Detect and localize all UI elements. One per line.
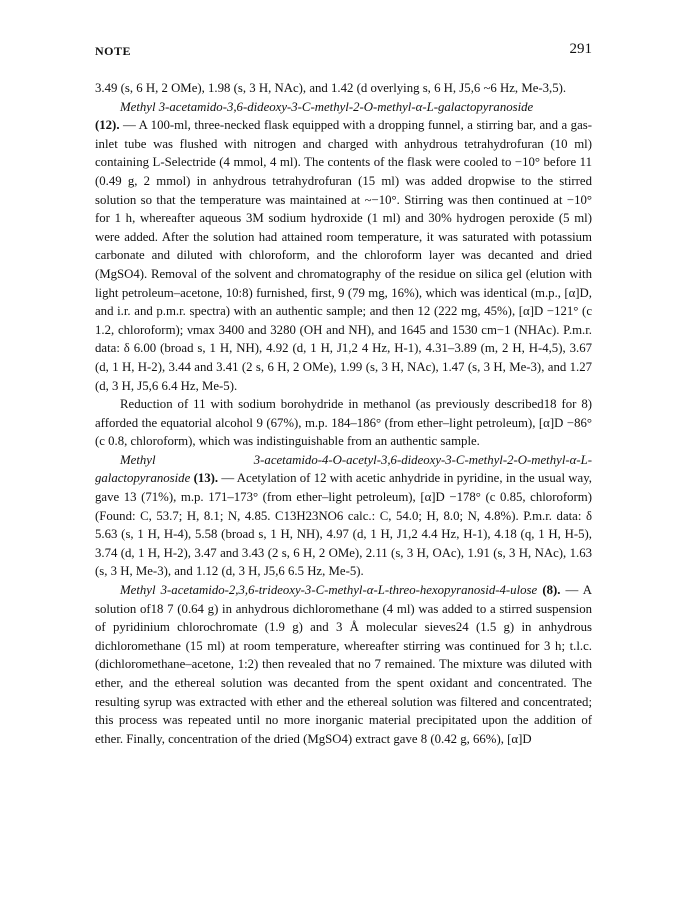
paragraph-reduction [95,395,592,451]
paragraph-compound-13 [95,451,592,581]
paragraph-text: Reduction of 11 with sodium borohydride in methanol (as previously described18 for 8) afforded the equatorial alcohol 9 (67%), m.p. 184–186° (from ether–light petroleum), [α]D −86° (c 0.8, chloroform), which was indistinguishable from an authentic sample. [95,397,592,449]
compound-number: (13). [193,471,219,486]
page-header [95,41,592,64]
compound-number: (8). [542,583,561,598]
compound-title: Methyl 3-acetamido-2,3,6-trideoxy-3-C-methyl-α-L-threo-hexopyranosid-4-ulose [120,583,538,598]
paragraph-continuation [95,79,592,98]
paragraph-text: — A 100-ml, three-necked flask equipped with a dropping funnel, a stirring bar, and a gas-inlet tube was flushed with nitrogen and charged with anhydrous tetrahydrofuran (10 ml) containing L-Selectride (4 mmol, 4 ml). The contents of the flask were cooled to −10° before 11 (0.49 g, 2 mmol) in anhydrous tetrahydrofuran (15 ml) was added dropwise to the stirred solution so that the temperature was maintained at ~−10°. Stirring was then continued at −10° for 1 h, whereafter aqueous 3M sodium hydroxide (1 ml) and 30% hydrogen peroxide (5 ml) were added. After the solution had attained room temperature, it was saturated with potassium carbonate and diluted with chloroform, and the chloroform layer was decanted and dried (MgSO4). Removal of the solvent and chromatography of the residue on silica gel (elution with light petroleum–acetone, 10:8) furnished, first, 9 (79 mg, 16%), which was identical (m.p., [α]D, and i.r. and p.m.r. spectra) with an authentic sample; and then 12 (222 mg, 45%), [α]D −121° (c 1.2, chloroform); νmax 3400 and 3280 (OH and NH), and 1645 and 1530 cm−1 (NHAc). P.m.r. data: δ 6.00 (broad s, 1 H, NH), 4.92 (d, 1 H, J1,2 4 Hz, H-1), 4.31–3.89 (m, 2 H, H-4,5), 3.67 (d, 1 H, H-2), 3.44 and 3.41 (2 s, 6 H, 2 OMe), 1.99 (s, 3 H, NAc), 1.47 (s, 3 H, Me-3), and 1.27 (d, 3 H, J5,6 6.4 Hz, Me-5). [95,118,592,393]
compound-title: Methyl 3-acetamido-3,6-dideoxy-3-C-methyl-2-O-methyl-α-L-galactopyranoside [120,99,534,114]
page-number: 291 [569,41,592,57]
paragraph-text: — A solution of18 7 (0.64 g) in anhydrous dichloromethane (4 ml) was added to a stirred suspension of pyridinium chlorochromate (1.9 g) and 3 Å molecular sieves24 (1.5 g) in anhydrous dichloromethane (15 ml) at room temperature, whereafter stirring was continued for 3 h; t.l.c. (dichloromethane–acetone, 1:2) then revealed that no 7 remained. The mixture was diluted with ether, and the ethereal solution was decanted from the spent oxidant and concentrated. The resulting syrup was extracted with ether and the ethereal solution was filtered and concentrated; this process was repeated until no more inorganic material precipitated upon the addition of ether. Finally, concentration of the dried (MgSO4) extract gave 8 (0.42 g, 66%), [α]D [95,583,593,746]
paragraph-text: — Acetylation of 12 with acetic anhydride in pyridine, in the usual way, gave 13 (71%), m.p. 171–173° (from ether–light petroleum), [α]D −178° (c 0.85, chloroform) (Found: C, 53.7; H, 8.1; N, 4.85. C13H23NO6 calc.: C, 54.0; H, 8.0; N, 4.8%). P.m.r. data: δ 5.63 (s, 1 H, H-4), 5.58 (broad s, 1 H, NH), 4.97 (d, 1 H, J1,2 4.4 Hz, H-1), 4.18 (q, 1 H, H-5), 3.74 (d, 1 H, H-2), 3.47 and 3.43 (2 s, 6 H, 2 OMe), 2.11 (s, 3 H, OAc), 1.91 (s, 3 H, NAc), 1.63 (s, 3 H, Me-3), and 1.12 (d, 3 H, J5,6 6.5 Hz, Me-5). [95,471,592,579]
paragraph-text: 3.49 (s, 6 H, 2 OMe), 1.98 (s, 3 H, NAc), and 1.42 (d overlying s, 6 H, J5,6 ~6 Hz, Me-3,5). [95,81,567,95]
article-body [95,79,592,748]
running-head: NOTE [95,44,132,58]
paragraph-compound-8 [95,581,592,748]
compound-number: (12). [95,118,120,133]
compound-title: Methyl 3-acetamido-4-O-acetyl-3,6-dideoxy-3-C-methyl-2-O-methyl-α-L-galactopyranoside [95,452,592,486]
paragraph-compound-12 [95,98,592,396]
